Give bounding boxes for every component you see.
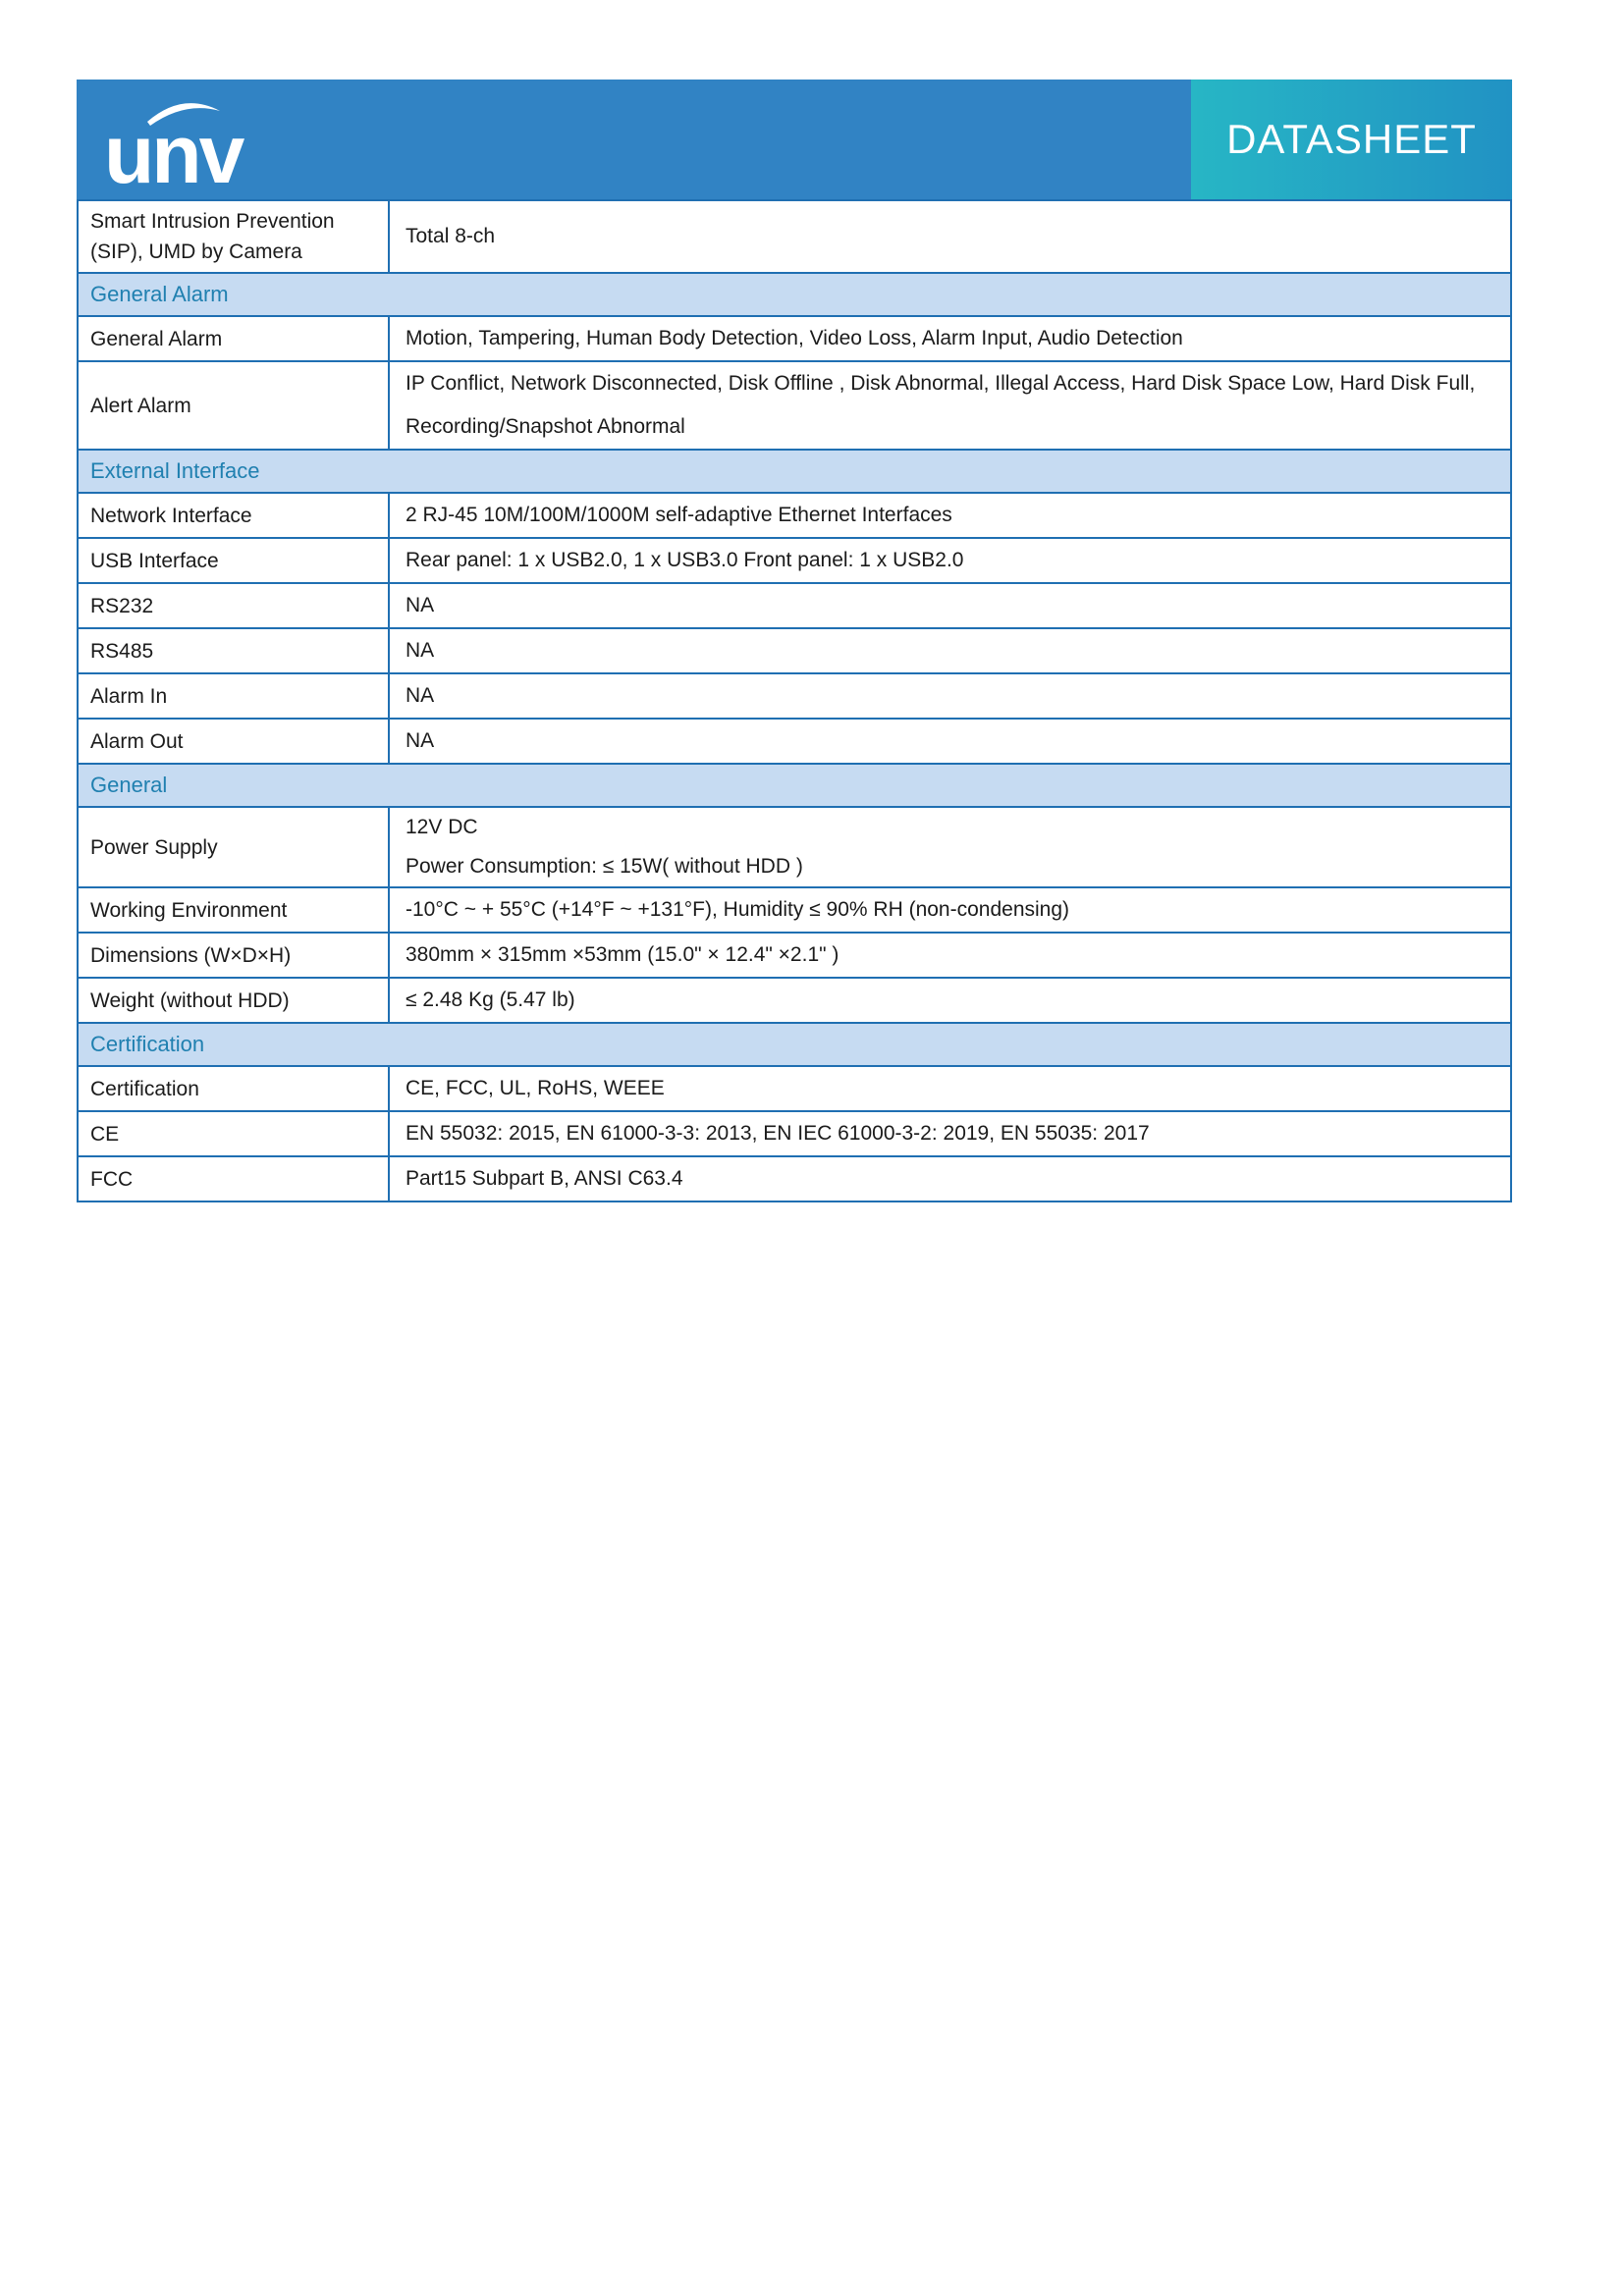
spec-row xyxy=(79,718,1510,763)
spec-value-text: 2 RJ-45 10M/100M/1000M self-adaptive Ethernet Interfaces xyxy=(406,504,952,526)
spec-label-cell: CE xyxy=(79,1112,390,1155)
spec-label-cell: Alarm Out xyxy=(79,720,390,763)
spec-row xyxy=(79,977,1510,1022)
spec-value-text: NA xyxy=(406,684,435,707)
spec-row xyxy=(79,582,1510,627)
header-band xyxy=(77,80,1512,199)
spec-value-cell xyxy=(390,494,1510,537)
spec-value-text: Total 8-ch xyxy=(406,225,496,247)
section-row xyxy=(79,1022,1510,1065)
spec-value-text: Rear panel: 1 x USB2.0, 1 x USB3.0 Front panel: 1 x USB2.0 xyxy=(406,549,964,571)
spec-value-cell xyxy=(390,1067,1510,1110)
spec-value-text: Motion, Tampering, Human Body Detection, Video Loss, Alarm Input, Audio Detection xyxy=(406,327,1183,349)
spec-row xyxy=(79,1110,1510,1155)
spec-value-text: EN 55032: 2015, EN 61000-3-3: 2013, EN IEC 61000-3-2: 2019, EN 55035: 2017 xyxy=(406,1122,1150,1145)
spec-value-cell xyxy=(390,317,1510,360)
spec-value-cell xyxy=(390,888,1510,932)
section-label: General xyxy=(90,773,168,797)
spec-value-cell xyxy=(390,201,1510,272)
spec-value-cell xyxy=(390,362,1510,449)
spec-label-cell: Weight (without HDD) xyxy=(79,979,390,1022)
spec-value-text: NA xyxy=(406,594,435,616)
spec-value-cell xyxy=(390,808,1510,886)
spec-value-cell xyxy=(390,584,1510,627)
section-label: Certification xyxy=(90,1032,205,1056)
spec-value-text: Part15 Subpart B, ANSI C63.4 xyxy=(406,1167,683,1190)
spec-value-cell xyxy=(390,629,1510,672)
spec-value-cell xyxy=(390,539,1510,582)
spec-row xyxy=(79,201,1510,272)
datasheet-banner xyxy=(1191,80,1512,199)
section-row xyxy=(79,449,1510,492)
spec-value-text: CE, FCC, UL, RoHS, WEEE xyxy=(406,1077,665,1099)
spec-label-cell: FCC xyxy=(79,1157,390,1201)
spec-value-cell xyxy=(390,1157,1510,1201)
section-label: General Alarm xyxy=(90,282,229,306)
spec-value-text: 380mm × 315mm ×53mm (15.0" × 12.4" ×2.1" ) xyxy=(406,943,839,966)
spec-value-line: Power Consumption: ≤ 15W( without HDD ) xyxy=(406,855,803,878)
spec-value-text: IP Conflict, Network Disconnected, Disk Offline , Disk Abnormal, Illegal Access, Hard Disk Space Low, Hard Disk Full, Recording/Snapshot Abnormal xyxy=(406,372,1476,438)
spec-row xyxy=(79,627,1510,672)
spec-label-cell: RS232 xyxy=(79,584,390,627)
section-label: External Interface xyxy=(90,458,260,483)
spec-label-cell: USB Interface xyxy=(79,539,390,582)
spec-row xyxy=(79,537,1510,582)
spec-value-text: NA xyxy=(406,729,435,752)
spec-value-text: NA xyxy=(406,639,435,662)
unv-logo xyxy=(102,91,313,189)
spec-label-cell: Power Supply xyxy=(79,808,390,886)
spec-value-cell xyxy=(390,934,1510,977)
spec-label-cell: Network Interface xyxy=(79,494,390,537)
unv-logo-text: unv xyxy=(104,108,243,189)
spec-value-cell xyxy=(390,674,1510,718)
spec-value-text: -10°C ~ + 55°C (+14°F ~ +131°F), Humidity ≤ 90% RH (non-condensing) xyxy=(406,898,1070,921)
spec-label-cell: Alarm In xyxy=(79,674,390,718)
spec-row xyxy=(79,492,1510,537)
spec-row xyxy=(79,886,1510,932)
spec-row xyxy=(79,315,1510,360)
spec-label-cell: General Alarm xyxy=(79,317,390,360)
section-row xyxy=(79,272,1510,315)
spec-label-cell: Alert Alarm xyxy=(79,362,390,449)
spec-label-cell: Smart Intrusion Prevention (SIP), UMD by Camera xyxy=(79,201,390,272)
spec-row xyxy=(79,672,1510,718)
section-row xyxy=(79,763,1510,806)
spec-table xyxy=(77,199,1512,1202)
spec-label-cell: Certification xyxy=(79,1067,390,1110)
spec-row xyxy=(79,1155,1510,1201)
spec-value-cell xyxy=(390,720,1510,763)
spec-value-line: 12V DC xyxy=(406,816,478,838)
spec-row xyxy=(79,1065,1510,1110)
spec-value-cell xyxy=(390,1112,1510,1155)
spec-row xyxy=(79,360,1510,449)
datasheet-banner-label: DATASHEET xyxy=(1226,116,1477,162)
spec-row xyxy=(79,932,1510,977)
spec-label-cell: Dimensions (W×D×H) xyxy=(79,934,390,977)
spec-label-cell: Working Environment xyxy=(79,888,390,932)
spec-value-cell xyxy=(390,979,1510,1022)
spec-row xyxy=(79,806,1510,886)
spec-label-cell: RS485 xyxy=(79,629,390,672)
spec-value-text: ≤ 2.48 Kg (5.47 lb) xyxy=(406,988,575,1011)
